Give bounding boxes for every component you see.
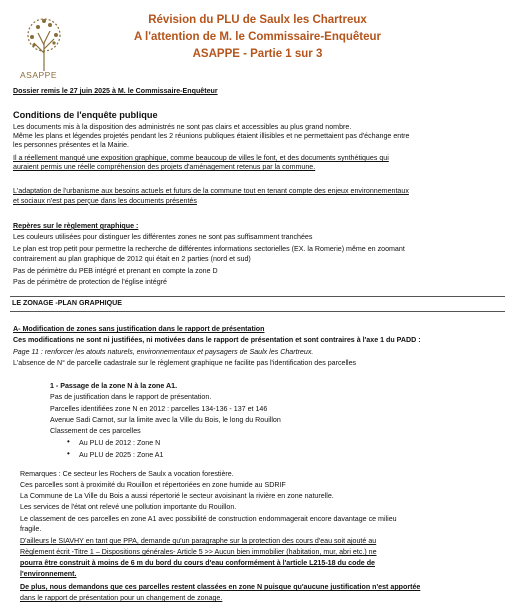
conditions-underlined: Il a réellement manqué une exposition graphique, comme beaucoup de villes le font, et des documents synthétiques qui (13, 154, 389, 162)
reperes-line: Le plan est trop petit pour permettre la recherche de différentes informations sectorielles (EX. la Romerie) même en zoomant (13, 245, 405, 253)
conditions-underlined: auraient permis une réelle compréhension des projets d'aménagement retenus par la commune. (13, 163, 316, 171)
reperes-line: Pas de périmètre de protection de l'église intégré (13, 278, 167, 286)
adaptation-line: et sociaux n'est pas perçue dans les documents présentés (13, 197, 197, 205)
item1-line: Classement de ces parcelles (50, 427, 141, 435)
reperes-line: contrairement au plan graphique de 2012 qui était en 2 parties (nord et sud) (13, 255, 251, 263)
final-line: De plus, nous demandons que ces parcelles restent classées en zone N puisque qu'aucune justification n'est apportée (20, 583, 421, 591)
conditions-line: Les documents mis à la disposition des administrés ne sont pas clairs et accessibles au plus grand nombre. (13, 123, 352, 131)
section-a-italic: Page 11 : renforcer les atouts naturels, environnementaux et paysagers de Saulx les Chartreux. (13, 348, 314, 356)
item1-line: Avenue Sadi Carnot, sur la limite avec la Ville du Bois, le long du Rouillon (50, 416, 281, 424)
remarques-line: Ces parcelles sont à proximité du Rouillon et répertoriées en zone humide au SDRIF (20, 481, 286, 489)
dossier-line: Dossier remis le 27 juin 2025 à M. le Commissaire-Enquêteur (13, 87, 218, 95)
siavhy-line: pourra être construit à moins de 6 m du bord du cours d'eau conformément à l'article L215-18 du code de (20, 559, 375, 567)
remarques-line: Les services de l'état ont relevé une pollution importante du Rouillon. (20, 503, 237, 511)
header-title-line1: Révision du PLU de Saulx les Chartreux (148, 14, 367, 26)
item1-bullet: Au PLU de 2025 : Zone A1 (79, 451, 164, 459)
siavhy-line: l'environnement. (20, 570, 77, 578)
remarques-line: fragile. (20, 525, 42, 533)
item1-bullet: Au PLU de 2012 : Zone N (79, 439, 161, 447)
item1-line: Parcelles identifiées zone N en 2012 : parcelles 134-136 - 137 et 146 (50, 405, 268, 413)
final-line: dans le rapport de présentation pour un changement de zonage. (20, 594, 223, 602)
remarques-line: Le classement de ces parcelles en zone A1 avec possibilité de construction endommagerait encore davantage ce milieu (20, 515, 397, 523)
reperes-line: Pas de périmètre du PEB intégré et prenant en compte la zone D (13, 267, 218, 275)
conditions-line: Même les plans et légendes projetés pendant les 2 réunions publiques étaient illisibles et ne permettaient pas d'échange entre (13, 132, 410, 140)
remarques-line: La Commune de La Ville du Bois a aussi répertorié le secteur avoisinant la rivière en zone naturelle. (20, 492, 334, 500)
bullet-icon: • (67, 449, 70, 458)
zonage-heading: LE ZONAGE -PLAN GRAPHIQUE (12, 299, 122, 307)
conditions-line: les personnes présentes et la Mairie. (13, 141, 129, 149)
header-title-line2: A l'attention de M. le Commissaire-Enquêteur (133, 31, 382, 43)
section-a-line: L'absence de N° de parcelle cadastrale sur le règlement graphique ne facilite pas l'identification des parcelles (13, 359, 357, 367)
adaptation-line: L'adaptation de l'urbanisme aux besoins actuels et futurs de la commune tout en tenant compte des enjeux environnementaux (13, 187, 409, 195)
remarques-line: Remarques : Ce secteur les Rochers de Saulx a vocation forestière. (20, 470, 234, 478)
conditions-heading: Conditions de l'enquête publique (13, 110, 158, 120)
section-a-line: Ces modifications ne sont ni justifiées, ni motivées dans le rapport de présentation et sont contraires à l'axe 1 du PADD : (13, 336, 421, 344)
reperes-heading: Repères sur le règlement graphique : (13, 222, 139, 230)
zonage-section-bar (10, 296, 505, 312)
section-a-heading: A- Modification de zones sans justification dans le rapport de présentation (13, 325, 265, 333)
item1-line: Pas de justification dans le rapport de présentation. (50, 393, 212, 401)
header-title-line3: ASAPPE - Partie 1 sur 3 (192, 48, 323, 60)
siavhy-line: D'ailleurs le SIAVHY en tant que PPA, demande qu'un paragraphe sur la protection des cours d'eau soit ajouté au (20, 537, 377, 545)
siavhy-line: Règlement écrit -Titre 1 – Dispositions générales- Article 5 >> Aucun bien immobilier (habitation, mur, abri etc.) ne (20, 548, 377, 556)
bullet-icon: • (67, 437, 70, 446)
item1-heading: 1 - Passage de la zone N à la zone A1. (50, 382, 178, 390)
reperes-line: Les couleurs utilisées pour distinguer les différentes zones ne sont pas suffisamment tranchées (13, 233, 313, 241)
logo-text: ASAPPE (20, 70, 58, 80)
